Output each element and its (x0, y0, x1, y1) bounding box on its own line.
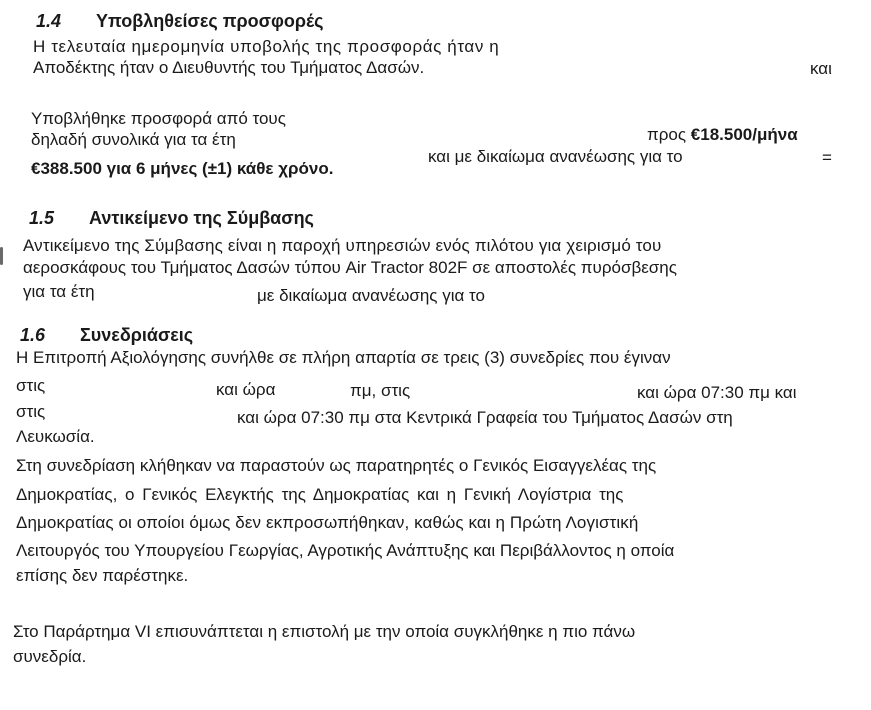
paragraph-line: συνεδρία. (13, 647, 87, 666)
amount-monthly: €18.500/μήνα (690, 125, 798, 144)
paragraph-line-segment: και ώρα (216, 380, 276, 399)
paragraph-line-segment: στις (16, 376, 46, 395)
section-title: Υποβληθείσες προσφορές (96, 11, 324, 31)
paragraph-line-segment: και ώρα 07:30 πμ στα Κεντρικά Γραφεία του Τμήματος Δασών στη (237, 408, 733, 427)
section-title: Αντικείμενο της Σύμβασης (89, 208, 314, 228)
paragraph-line-end: και (810, 59, 832, 78)
paragraph-line-segment (647, 125, 798, 145)
paragraph-line: Δημοκρατίας, ο Γενικός Ελεγκτής της Δημοκρατίας και η Γενική Λογίστρια της (16, 485, 624, 504)
paragraph-line: Η τελευταία ημερομηνία υποβολής της προσφοράς ήταν η (33, 37, 500, 56)
paragraph-line: Στη συνεδρίαση κλήθηκαν να παραστούν ως παρατηρητές ο Γενικός Εισαγγελέας της (16, 456, 657, 475)
paragraph-line-segment: = (822, 148, 832, 167)
paragraph-line: Λειτουργός του Υπουργείου Γεωργίας, Αγροτικής Ανάπτυξης και Περιβάλλοντος η οποία (16, 541, 675, 560)
section-heading-1-5 (29, 207, 314, 229)
section-number: 1.5 (29, 208, 55, 228)
paragraph-line: για τα έτη (23, 282, 95, 301)
paragraph-text: προς (647, 125, 687, 144)
paragraph-line-segment: και ώρα 07:30 πμ και (637, 383, 797, 402)
paragraph-line: Λευκωσία. (16, 427, 95, 446)
paragraph-line: επίσης δεν παρέστηκε. (16, 566, 189, 585)
margin-mark (0, 247, 3, 265)
section-heading-1-6 (20, 324, 193, 346)
section-number: 1.4 (36, 11, 62, 31)
paragraph-line-segment: και με δικαίωμα ανανέωσης για το (428, 147, 683, 166)
paragraph-line-segment: στις (16, 402, 46, 421)
paragraph-line-segment: πμ, στις (350, 381, 411, 400)
paragraph-line: Αποδέκτης ήταν ο Διευθυντής του Τμήματος Δασών. (33, 58, 425, 77)
paragraph-line-segment: με δικαίωμα ανανέωσης για το (257, 286, 485, 305)
paragraph-line: δηλαδή συνολικά για τα έτη (31, 130, 236, 149)
paragraph-line: Υποβλήθηκε προσφορά από τους (31, 109, 286, 128)
paragraph-line: Η Επιτροπή Αξιολόγησης συνήλθε σε πλήρη απαρτία σε τρεις (3) συνεδρίες που έγιναν (16, 348, 671, 367)
paragraph-line: Στο Παράρτημα VI επισυνάπτεται η επιστολή με την οποία συγκλήθηκε η πιο πάνω (13, 622, 636, 641)
paragraph-line: Δημοκρατίας οι οποίοι όμως δεν εκπροσωπήθηκαν, καθώς και η Πρώτη Λογιστική (16, 513, 639, 532)
amount-total: €388.500 για 6 μήνες (±1) κάθε χρόνο. (31, 159, 334, 178)
paragraph-line: Αντικείμενο της Σύμβασης είναι η παροχή υπηρεσιών ενός πιλότου για χειρισμό του (23, 236, 662, 255)
section-number: 1.6 (20, 325, 46, 345)
section-heading-1-4 (36, 10, 323, 32)
section-title: Συνεδριάσεις (80, 325, 194, 345)
paragraph-line: αεροσκάφους του Τμήματος Δασών τύπου Air Tractor 802F σε αποστολές πυρόσβεσης (23, 258, 677, 277)
